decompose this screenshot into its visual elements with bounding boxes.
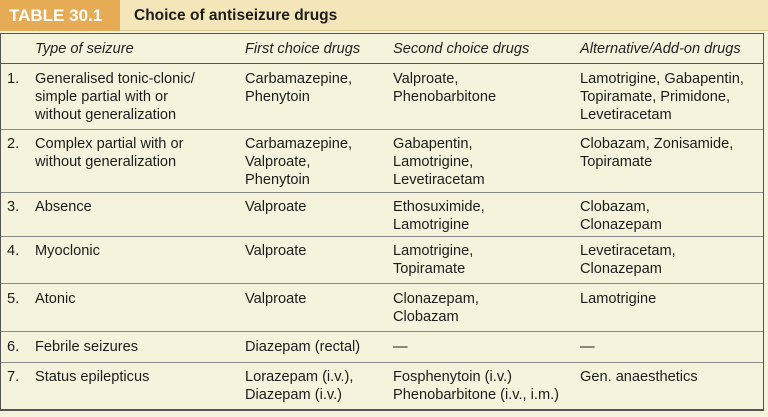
seizure-type: Absence xyxy=(35,199,92,215)
row-divider xyxy=(1,331,763,332)
second-choice-drugs: — xyxy=(393,339,408,355)
table-title-bar xyxy=(0,0,768,31)
alternative-drugs: Levetiracetam, Clonazepam xyxy=(580,243,676,277)
seizure-type: Complex partial with or without generalization xyxy=(35,136,184,170)
row-number: 6. xyxy=(7,339,20,355)
alternative-drugs: Clobazam, Zonisamide, Topiramate xyxy=(580,136,734,170)
seizure-type: Atonic xyxy=(35,291,76,307)
second-choice-drugs: Ethosuximide, Lamotrigine xyxy=(393,199,485,233)
seizure-type: Generalised tonic-clonic/ simple partial with or without generalization xyxy=(35,71,195,123)
alternative-drugs: — xyxy=(580,339,595,355)
row-divider xyxy=(1,192,763,193)
row-number: 3. xyxy=(7,199,20,215)
row-divider xyxy=(1,283,763,284)
row-number: 5. xyxy=(7,291,20,307)
column-header-second-choice: Second choice drugs xyxy=(393,41,530,57)
second-choice-drugs: Gabapentin, Lamotrigine, Levetiracetam xyxy=(393,136,485,188)
row-number: 7. xyxy=(7,369,20,385)
table-number-label: TABLE 30.1 xyxy=(0,0,120,31)
first-choice-drugs: Lorazepam (i.v.), Diazepam (i.v.) xyxy=(245,369,354,403)
second-choice-drugs: Clonazepam, Clobazam xyxy=(393,291,479,325)
row-divider xyxy=(1,362,763,363)
alternative-drugs: Lamotrigine xyxy=(580,291,657,307)
row-divider xyxy=(1,236,763,237)
first-choice-drugs: Valproate xyxy=(245,243,307,259)
alternative-drugs: Clobazam, Clonazepam xyxy=(580,199,662,233)
alternative-drugs: Lamotrigine, Gabapentin, Topiramate, Primidone, Levetiracetam xyxy=(580,71,744,123)
seizure-type: Status epilepticus xyxy=(35,369,150,385)
second-choice-drugs: Fosphenytoin (i.v.) Phenobarbitone (i.v., i.m.) xyxy=(393,369,560,403)
row-number: 1. xyxy=(7,71,20,87)
row-number: 4. xyxy=(7,243,20,259)
first-choice-drugs: Diazepam (rectal) xyxy=(245,339,361,355)
first-choice-drugs: Valproate xyxy=(245,199,307,215)
first-choice-drugs: Carbamazepine, Valproate, Phenytoin xyxy=(245,136,353,188)
second-choice-drugs: Valproate, Phenobarbitone xyxy=(393,71,497,105)
alternative-drugs: Gen. anaesthetics xyxy=(580,369,698,385)
row-number: 2. xyxy=(7,136,20,152)
second-choice-drugs: Lamotrigine, Topiramate xyxy=(393,243,474,277)
row-divider xyxy=(1,129,763,130)
table-caption: Choice of antiseizure drugs xyxy=(134,7,338,24)
column-header-first-choice: First choice drugs xyxy=(245,41,361,57)
column-header-alternative: Alternative/Add-on drugs xyxy=(580,41,741,57)
first-choice-drugs: Valproate xyxy=(245,291,307,307)
seizure-type: Febrile seizures xyxy=(35,339,139,355)
header-divider xyxy=(1,63,763,64)
first-choice-drugs: Carbamazepine, Phenytoin xyxy=(245,71,353,105)
column-header-type: Type of seizure xyxy=(35,41,134,57)
seizure-type: Myoclonic xyxy=(35,243,100,259)
